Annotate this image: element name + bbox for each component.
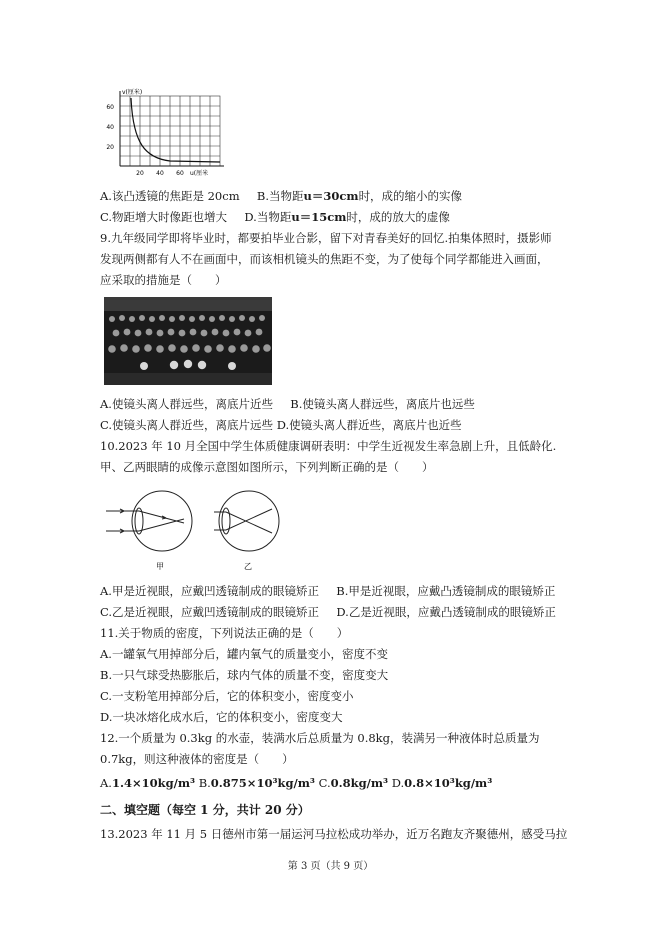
q10-option-d: D.乙是近视眼，应戴凸透镜制成的眼镜矫正 bbox=[336, 605, 556, 619]
q9-option-d: D.使镜头离人群近些，离底片也近些 bbox=[276, 418, 462, 432]
q11-option-d: D.一块冰熔化成水后，它的体积变小，密度变大 bbox=[100, 710, 343, 724]
q12-options-row bbox=[100, 776, 492, 790]
q11-stem: 11.关于物质的密度，下列说法正确的是（ ） bbox=[100, 626, 349, 640]
q12-stem-line-2: 0.7kg，则这种液体的密度是（ ） bbox=[100, 752, 294, 766]
q11-option-c: C.一支粉笔用掉部分后，它的体积变小，密度变小 bbox=[100, 689, 354, 703]
q9-option-b: B.使镜头离人群远些，离底片也远些 bbox=[290, 397, 475, 411]
q8-option-d: D.当物距u＝15cm时，成的放大的虚像 bbox=[244, 210, 450, 224]
graph-x-tick: 20 bbox=[136, 170, 144, 177]
q9-stem-line-3: 应采取的措施是（ ） bbox=[100, 273, 227, 287]
graph-y-tick: 40 bbox=[106, 124, 114, 131]
q13-stem-line-1: 13.2023 年 11 月 5 日德州市第一届运河马拉松成功举办，近万名跑友齐聚德州，感受马拉 bbox=[100, 827, 568, 841]
graph-y-label: v(厘米) bbox=[122, 89, 143, 96]
q12-stem-line-1: 12.一个质量为 0.3kg 的水壶，装满水后总质量为 0.8kg，装满另一种液体时总质量为 bbox=[100, 731, 540, 745]
group-photo-image bbox=[104, 297, 272, 385]
q9-option-a: A.使镜头离人群远些，离底片近些 bbox=[100, 397, 273, 411]
graph-x-tick: 60 bbox=[176, 170, 184, 177]
q8-option-b: B.当物距u＝30cm时，成的缩小的实像 bbox=[256, 189, 463, 203]
q12-option-d: D.0.8×10³kg/m³ bbox=[391, 776, 493, 790]
graph-x-label: u(厘米 bbox=[190, 170, 209, 177]
label-yi: 乙 bbox=[244, 562, 252, 571]
q10-option-a: A.甲是近视眼，应戴凹透镜制成的眼镜矫正 bbox=[100, 584, 319, 598]
q10-options-row-1 bbox=[100, 584, 555, 598]
q8-option-c: C.物距增大时像距也增大 bbox=[100, 210, 228, 224]
q9-stem-line-2: 发现两侧都有人不在画面中，而该相机镜头的焦距不变，为了使每个同学都能进入画面， bbox=[100, 252, 549, 266]
q10-stem-line-2: 甲、乙两眼睛的成像示意图如图所示，下列判断正确的是（ ） bbox=[100, 460, 434, 474]
q9-stem-line-1: 9.九年级同学即将毕业时，都要拍毕业合影，留下对青春美好的回忆.拍集体照时，摄影师 bbox=[100, 231, 552, 245]
q10-option-b: B.甲是近视眼，应戴凸透镜制成的眼镜矫正 bbox=[336, 584, 556, 598]
q12-option-a: A.1.4×10kg/m³ bbox=[100, 776, 196, 790]
graph-x-tick: 40 bbox=[156, 170, 164, 177]
eye-diagram bbox=[104, 481, 304, 573]
q9-option-c: C.使镜头离人群近些，离底片远些 bbox=[100, 418, 274, 432]
label-jia: 甲 bbox=[156, 562, 164, 571]
q11-option-b: B.一只气球受热膨胀后，球内气体的质量不变，密度变大 bbox=[100, 668, 389, 682]
section-2-title: 二、填空题（每空 1 分，共计 20 分） bbox=[100, 803, 310, 817]
q10-option-c: C.乙是近视眼，应戴凹透镜制成的眼镜矫正 bbox=[100, 605, 320, 619]
q12-option-b: B.0.875×10³kg/m³ bbox=[198, 776, 315, 790]
q8-options-row-1 bbox=[100, 189, 462, 203]
lens-image-distance-graph bbox=[100, 88, 230, 184]
graph-y-tick: 20 bbox=[106, 144, 114, 151]
q10-stem-line-1: 10.2023 年 10 月全国中学生体质健康调研表明：中学生近视发生率急剧上升，且低龄化. bbox=[100, 439, 557, 453]
q8-option-a: A.该凸透镜的焦距是 20cm bbox=[100, 189, 240, 203]
q11-option-a: A.一罐氧气用掉部分后，罐内氧气的质量变小，密度不变 bbox=[100, 647, 388, 661]
graph-y-tick: 60 bbox=[106, 104, 114, 111]
q10-options-row-2 bbox=[100, 605, 556, 619]
q9-options-row-2 bbox=[100, 418, 462, 432]
q12-option-c: C.0.8kg/m³ bbox=[318, 776, 389, 790]
q8-options-row-2 bbox=[100, 210, 450, 224]
page-footer: 第 3 页（共 9 页） bbox=[287, 861, 374, 872]
q9-options-row-1 bbox=[100, 397, 475, 411]
